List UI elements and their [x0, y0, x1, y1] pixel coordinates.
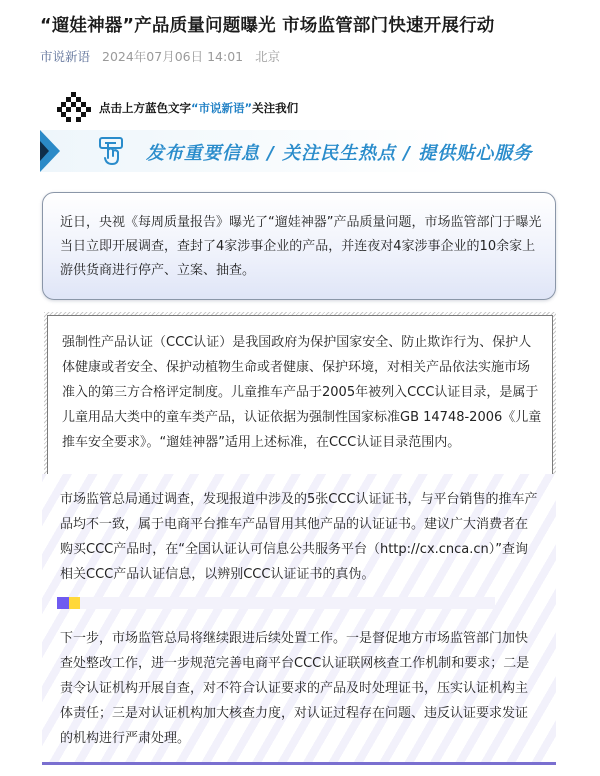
bottom-divider-line: [42, 762, 556, 765]
divider-square-purple: [57, 597, 69, 609]
hand-pointer-icon: [98, 136, 126, 166]
intro-callout: [42, 192, 556, 300]
divider-square-yellow: [69, 597, 80, 609]
next-steps-paragraph: 下一步，市场监管总局将继续跟进后续处置工作。一是督促地方市场监管部门加快查处整改工作，进一步规范完善电商平台CCC认证联网核查工作机制和要求；二是责令认证机构开展自查，对不符合认证要求的产品及时处理证书，压实认证机构主体责任；三是对认证机构加大核查力度，对认证过程存在问题、违反认证要求发证的机构进行严肃处理。: [60, 631, 530, 746]
intro-paragraph: 近日，央视《每周质量报告》曝光了“遛娃神器”产品质量问题，市场监管部门于曝光当日立即开展调查，查封了4家涉事企业的产品，并连夜对4家涉事企业的10余家上游供货商进行停产、立案、抽查。: [60, 215, 542, 278]
follow-text: [99, 100, 298, 116]
publish-date: 2024年07月06日 14:01: [102, 49, 244, 64]
ccc-definition-inner: [47, 315, 553, 483]
ccc-definition-box: [44, 312, 556, 486]
publish-location: 北京: [255, 49, 281, 64]
follow-account-link[interactable]: “市说新语”: [191, 101, 253, 115]
ccc-definition-paragraph: 强制性产品认证（CCC认证）是我国政府为保护国家安全、防止欺诈行为、保护人体健康或者安全、保护动植物生命或者健康、保护环境，对相关产品依法实施市场准入的第三方合格评定制度。儿童推车产品于2005年被列入CCC认证目录，是属于儿童用品大类中的童车类产品，认证依据为强制性国家标准GB 14748-2006《儿童推车安全要求》。“遛娃神器”适用上述标准，在CCC认证目录范围内。: [62, 335, 542, 450]
pixel-arrow-up-icon: [57, 92, 91, 124]
follow-text-before: 点击上方蓝色文字: [99, 101, 191, 115]
article-meta: [40, 47, 280, 65]
investigation-paragraph: 市场监管总局通过调查，发现报道中涉及的5张CCC认证证书，与平台销售的推车产品均不一致，属于电商平台推车产品冒用其他产品的认证证书。建议广大消费者在购买CCC产品时，在“全国认证认可信息公共服务平台（http://cx.cnca.cn）”查询相关CCC产品认证信息，以辨别CCC认证证书的真伪。: [60, 492, 538, 582]
account-name-link[interactable]: 市说新语: [40, 49, 91, 64]
article-title: “遛娃神器”产品质量问题曝光 市场监管部门快速开展行动: [40, 16, 495, 36]
section-divider: [57, 597, 495, 609]
follow-text-after: 关注我们: [252, 101, 299, 115]
follow-prompt: [57, 92, 298, 124]
triangle-arrow-inner-icon: [40, 141, 49, 161]
slogan-banner: [40, 130, 560, 172]
banner-slogan: 发布重要信息 / 关注民生热点 / 提供贴心服务: [146, 143, 533, 164]
